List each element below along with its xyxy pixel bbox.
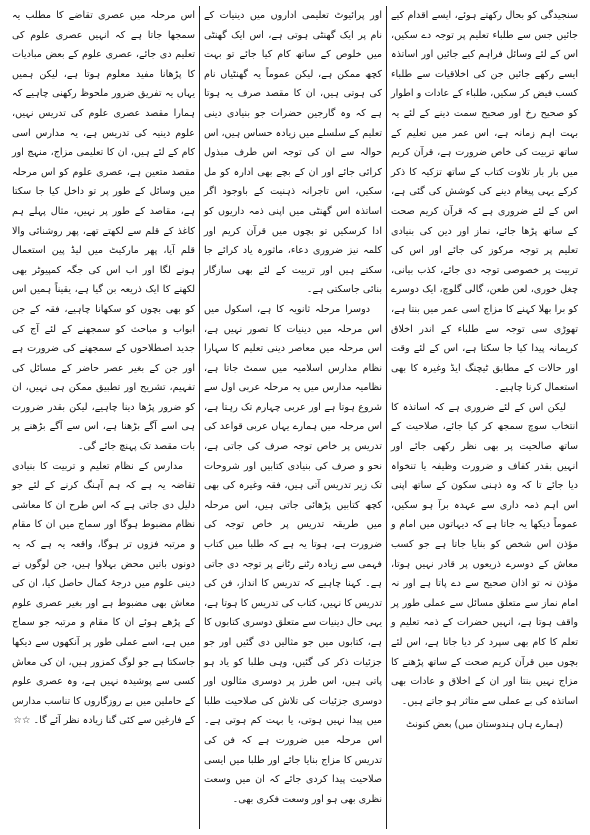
column-left bbox=[8, 6, 199, 829]
column-right-paragraph-1: سنجیدگی کو بحال رکھتے ہوئے، ایسے اقدام کیے جائیں جس سے طلباء تعلیم پر توجہ دے سکیں، اس کے لئے وسائل فراہم کیے جائیں اور اساتذہ ایسے رکھے جائیں جن کی اخلاقیات سے طلباء کسب فیض کر سکیں، طلباء کے عادات و اطوار کو صحیح رخ اور صحیح سمت دینے کے لئے یہ بہت اہم زمانہ ہے، اس عمر میں تعلیم کے ساتھ تربیت کی خاص ضرورت ہے، قرآن کریم میں بار بار تلاوت کتاب کے ساتھ تزکیہ کا ذکر کرکے یہی پیغام دینے کی کوشش کی گئی ہے، اس کے لئے ضروری ہے کہ قرآن کریم صحت کے ساتھ پڑھا جائے، نماز اور دین کی بنیادی تعلیم پر توجہ مرکوز کی جائے اور اس کی تربیت پر خصوصی توجہ دی جائے، کذب بیانی، چغل خوری، لعن طعن، گالی گلوچ، ایک دوسرے کو برا بھلا کہنے کا مزاج اسی عمر میں بنتا ہے، تھوڑی سی توجہ سے طلباء کے اندر اخلاق کریمانہ پیدا کیا جا سکتا ہے، اس کے لئے وقت اور حالات کے مطابق ٹیچنگ ایڈ وغیرہ کا بھی استعمال کرنا چاہیے۔ bbox=[391, 10, 578, 394]
text-columns bbox=[8, 6, 582, 829]
column-left-paragraph-2 bbox=[12, 457, 195, 731]
column-left-paragraph-1: اس مرحلہ میں عصری تقاضے کا مطلب یہ سمجھا جاتا ہے کہ انہیں عصری علوم کی تعلیم دی جائے، عصری علوم کے بعض مبادیات کا پڑھانا مفید معلوم ہوتا ہے، لیکن ہمیں یہاں یہ تفریق ضرور ملحوظ رکھنی چاہیے کہ ہمارا مقصد عصری علوم کی تدریس نہیں، علوم دینیہ کی تدریس ہے، یہ مدارس اسی کام کے لئے ہیں، ان کا تعلیمی مزاج، منہج اور مقصد متعین ہے، عصری علوم کو اس مرحلہ میں وسائل کے طور پر تو داخل کیا جا سکتا ہے، مقاصد کے طور پر نہیں، مثال پہلے ہم کاغذ کے قلم سے لکھتے تھے، پھر روشنائی والا قلم آیا، پھر مارکیٹ میں لیڈ پین استعمال ہونے لگا اور اب اس کی جگہ کمپیوٹر بھی لکھنے کا ایک ذریعہ بن گیا ہے، یقیناً ہمیں اس کو بھی بچوں کو سکھانا چاہیے، فقہ کے جن ابواب و مباحث کو سمجھنے کے لئے آج کی جدید اصطلاحوں کے سمجھنے کی ضرورت ہے اور جن کے بغیر عصر حاضر کے مسائل کی تفہیم، تشریح اور تطبیق ممکن ہی نہیں، ان کو ضرور پڑھا دینا چاہیے، لیکن بقدر ضرورت ہی اسے آگے بڑھنا ہے، اس سے آگے بڑھنے پر بات مقصد تک پہنچ جائے گی۔ bbox=[12, 10, 195, 453]
column-middle-paragraph-1: اور پرائیوٹ تعلیمی اداروں میں دینیات کے نام پر ایک گھنٹی ہوتی ہے، اس ایک گھنٹی میں خلوص کے ساتھ کام کیا جائے تو بہت کچھ ممکن ہے، لیکن عموماً یہ گھنٹیاں نام کی ہوتی ہیں، ان کا مقصد صرف یہ ہوتا ہے کہ وہ گارجین حضرات جو بنیادی دینی تعلیم کے سلسلے میں زیادہ حساس ہیں، اس حوالہ سے ان کی توجہ اس طرف مبذول کرائی جائے اور ان کے بچے بھی ادارہ کو مل سکیں، اس تاجرانہ ذہنیت کے باوجود اگر اساتذہ اس گھنٹی میں اپنی ذمہ داریوں کو ادا کرسکیں تو بچوں میں قرآن کریم اور کلمہ نیز ضروری دعاء، ماثورہ یاد کرائے جا سکتے ہیں اور تربیت کے لئے بھی سازگار بنائی جاسکتی ہے۔ bbox=[204, 10, 382, 296]
column-right-paragraph-2: لیکن اس کے لئے ضروری ہے کہ اساتذہ کا انتخاب سوچ سمجھ کر کیا جائے، صلاحیت کے ساتھ صالحیت پر بھی نظر رکھی جائے اور انہیں بقدر کفاف و ضرورت وظیفہ یا تنخواہ دیا جائے تا کہ وہ ذہنی سکون کے ساتھ اپنی اس اہم ذمہ داری سے عہدہ برآ ہو سکیں، عموماً دیکھا یہ جاتا ہے کہ دیہاتوں میں امام و مؤذن اس شخص کو بنایا جاتا ہے جو کسب معاش کے دوسرے ذریعوں پر قادر نہیں ہوتا، مؤذن نہ تو اذان صحیح سے دے پاتا ہے اور نہ امام نماز سے متعلق مسائل سے عملی طور پر واقف ہوتا ہے، انہیں حضرات کے ذمہ تعلیم و تعلم کا کام بھی سپرد کر دیا جاتا ہے، اس لئے بچوں میں قرآن کریم صحت کے ساتھ پڑھنے کا مزاج نہیں بنتا اور ان کے اخلاق و عادات بھی اساتذہ کی بے عملی سے متاثر ہو جاتے ہیں۔ bbox=[391, 401, 578, 707]
column-right bbox=[387, 6, 582, 829]
column-left-paragraph-2-text: مدارس کے نظام تعلیم و تربیت کا بنیادی تقاضہ یہ ہے کہ ہم آہنگ کرنے کے لئے جو دلیل دی جاتی ہے کہ اس طرح ان کا معاشی نظام مضبوط ہوگا اور سماج میں ان کا مقام و مرتبہ فزوں تر ہوگا، واقعہ یہ ہے کہ یہ دونوں باتیں محض بہلاوا ہیں، جن لوگوں نے دینی علوم میں درجۂ کمال حاصل کیا، ان کی معاش بھی مضبوط ہے اور بغیر عصری علوم کے پڑھے ہوئے ان کا مقام و مرتبہ جو سماج میں ہے، اسے عملی طور پر آنکھوں سے دیکھا جاسکتا ہے جو لوگ کمزور ہیں، ان کی معاش کسی سے پوشیدہ نہیں ہے، وہ عصری علوم کے حاملین میں بے روزگاروں کا تناسب مدارس کے فارغین سے کئی گنا زیادہ نظر آئے گا۔ bbox=[12, 460, 195, 727]
column-right-footnote: (ہمارے ہاں ہندوستان میں) بعض کنونٹ bbox=[406, 719, 563, 731]
column-middle-paragraph-2: دوسرا مرحلہ ثانویہ کا ہے، اسکول میں اس مرحلہ میں دینیات کا تصور نہیں ہے، اس مرحلہ میں معاصر دینی تعلیم کا سہارا نظام مدارس اسلامیہ میں سمٹ جاتا ہے، نظامیہ مدارس میں یہ مرحلہ عربی اول سے شروع ہوتا ہے اور عربی چہارم تک رہتا ہے، اس مرحلہ میں ہمارے یہاں عربی قواعد کی تدریس پر خاص توجہ صرف کی جاتی ہے، نحو و صرف کی بنیادی کتابیں اور شروحات تک زیر تدریس آتی ہیں، فقہ وغیرہ کی بھی کچھ کتابیں پڑھائی جاتی ہیں، اس مرحلہ میں طریقہ تدریس پر خاص توجہ کی ضرورت ہے، ہوتا یہ ہے کہ طلبا میں کتاب فہمی سے زیادہ رٹنے رٹانے پر توجہ دی جاتی ہے۔ کہنا چاہیے کہ تدریس کا انداز، فن کی تدریس کا نہیں، کتاب کی تدریس کا ہوتا ہے، یہی حال دینیات سے متعلق دوسری کتابوں کا ہے، کتابوں میں جو مثالیں دی گئیں اور جو جزئیات ذکر کی گئیں، وہی طلبا کو یاد ہو پاتی ہیں، اس طرز پر دوسری مثالوں اور دوسری جزئیات کی تلاش کی صلاحیت طلبا میں پیدا نہیں ہوتی، یا بہت کم ہوتی ہے۔ اس مرحلہ میں ضرورت ہے کہ فن کی تدریس کا مزاج بنایا جائے اور طلبا میں ایسی صلاحیت پیدا کردی جائے کہ ان میں وسعت نظری بھی ہو اور وسعت فکری بھی۔ bbox=[204, 303, 382, 805]
column-middle bbox=[199, 6, 387, 829]
end-of-article-mark: ☆☆ bbox=[13, 715, 31, 727]
